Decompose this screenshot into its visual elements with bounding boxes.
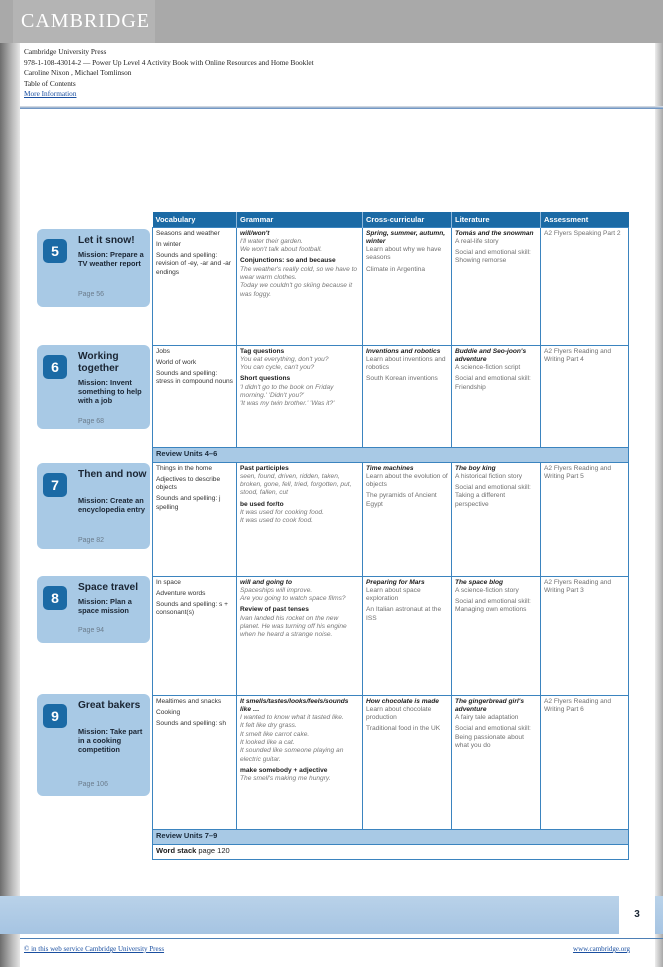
review-label: Review Units 4–6 [153,447,629,462]
unit-label-5 [37,229,150,307]
isbn-title: 978-1-108-43014-2 — Power Up Level 4 Activity Book with Online Resources and Home Booklet [24,57,314,67]
cross-curricular-cell: Inventions and robotics Learn about inventions and robotics South Korean inventions [363,345,452,447]
publisher-name: Cambridge University Press [24,47,107,56]
unit-page-link[interactable]: Page 56 [78,291,105,298]
assessment-cell: A2 Flyers Speaking Part 2 [541,227,629,345]
table-row-unit-5 [153,227,629,345]
unit-page-link[interactable]: Page 68 [78,418,105,425]
literature-cell: Buddie and Seo-joon's adventure A science-fiction script Social and emotional skill: Friendship [452,345,541,447]
column-header: Assessment [541,212,629,227]
unit-page-link[interactable]: Page 106 [78,781,108,788]
column-header: Vocabulary [153,212,237,227]
website-link[interactable]: www.cambridge.org [573,945,630,953]
table-row-unit-9 [153,695,629,829]
table-row-unit-6 [153,345,629,447]
column-header: Literature [452,212,541,227]
unit-mission: Mission: Invent something to help with a job [78,378,142,405]
logo-text: CAMBRIDGE [21,10,151,32]
table-header-row [153,212,629,227]
assessment-cell: A2 Flyers Reading and Writing Part 4 [541,345,629,447]
assessment-cell: A2 Flyers Reading and Writing Part 3 [541,576,629,695]
column-header: Cross-curricular [363,212,452,227]
word-stack-page: page 120 [198,845,230,855]
page-gutter-right [655,0,663,967]
footer-divider [20,938,663,939]
grammar-cell: will and going to Spaceships will improve. Are you going to watch space films? Review of past tenses Ivan landed his rocket on the new planet. He was turning off his engine when he heard a strange noise. [237,576,363,695]
footer-band [0,896,663,934]
unit-title: Great bakers [78,700,141,711]
table-row-unit-7 [153,462,629,576]
assessment-cell: A2 Flyers Reading and Writing Part 6 [541,695,629,829]
more-information-link[interactable]: More Information [24,89,77,98]
unit-number-badge: 7 [43,473,67,497]
vocabulary-cell: Jobs World of work Sounds and spelling: stress in compound nouns [153,345,237,447]
literature-cell: The space blog A science-fiction story Social and emotional skill: Managing own emotions [452,576,541,695]
literature-cell: The boy king A historical fiction story Social and emotional skill: Taking a different perspective [452,462,541,576]
cross-curricular-cell: Preparing for Mars Learn about space exploration An Italian astronaut at the ISS [363,576,452,695]
unit-title: Space travel [78,582,139,593]
literature-cell: Tomás and the snowman A real-life story Social and emotional skill: Showing remorse [452,227,541,345]
word-stack-cell [153,844,629,859]
cross-curricular-cell: How chocolate is made Learn about chocolate production Traditional food in the UK [363,695,452,829]
unit-number-badge: 9 [43,704,67,728]
word-stack-row [153,844,629,859]
unit-label-8 [37,576,150,643]
unit-label-7 [37,463,150,549]
review-label: Review Units 7–9 [153,829,629,844]
vocabulary-cell: Mealtimes and snacks Cooking Sounds and spelling: sh [153,695,237,829]
copyright-link[interactable]: © in this web service Cambridge University Press [24,945,165,953]
literature-cell: The gingerbread girl's adventure A fairy tale adaptation Social and emotional skill: Being passionate about what you do [452,695,541,829]
unit-label-9 [37,694,150,796]
grammar-cell: Past participles seen, found, driven, ridden, taken, broken, gone, fell, tried, forgotten, put, stood, fallen, cut be used for/to It was used for cooking food. It was used to cook food. [237,462,363,576]
grammar-cell: will/won't I'll water their garden. We won't talk about football. Conjunctions: so and because The weather's really cold, so we have to wear warm clothes. Today we couldn't go skiing because it was foggy. [237,227,363,345]
unit-mission: Mission: Create an encyclopedia entry [78,496,145,514]
vocabulary-cell: Seasons and weather In winter Sounds and spelling: revision of -ey, -ar and -ar endings [153,227,237,345]
unit-mission: Mission: Prepare a TV weather report [78,250,144,268]
unit-title: Working together [78,351,119,374]
page-gutter-left [0,0,20,967]
unit-number-badge: 8 [43,586,67,610]
unit-number-badge: 5 [43,239,67,263]
unit-mission: Mission: Take part in a cooking competition [78,727,143,754]
section-title: Table of Contents [24,78,76,88]
vocabulary-cell: In space Adventure words Sounds and spelling: s + consonant(s) [153,576,237,695]
grammar-cell: Tag questions You eat everything, don't you? You can cycle, can't you? Short questions 'I didn't go to the book on Friday morning.' 'Didn't you?' 'It was my twin brother.' 'Was it?' [237,345,363,447]
cross-curricular-cell: Spring, summer, autumn, winter Learn about why we have seasons Climate in Argentina [363,227,452,345]
page-number: 3 [619,896,655,934]
assessment-cell: A2 Flyers Reading and Writing Part 5 [541,462,629,576]
unit-title: Let it snow! [78,235,135,246]
cross-curricular-cell: Time machines Learn about the evolution of objects The pyramids of Ancient Egypt [363,462,452,576]
unit-page-link[interactable]: Page 82 [78,537,105,544]
grammar-cell: It smells/tastes/looks/feels/sounds like … I wanted to know what it tasted like. It felt like dry grass. It smelt like carrot cake. It looked like a cat. It sounded like someone playing an electric guitar. make somebody + adjective The smell's making me hungry. [237,695,363,829]
review-row-7-9 [153,829,629,844]
unit-label-6 [37,345,150,429]
word-stack-label: Word stack [156,845,197,855]
column-header: Grammar [237,212,363,227]
unit-title: Then and now [78,469,147,480]
unit-number-badge: 6 [43,355,67,379]
table-row-unit-8 [153,576,629,695]
contents-table [152,212,629,860]
publisher-logo [13,0,155,43]
header-divider [20,106,663,109]
review-row-4-6 [153,447,629,462]
unit-mission: Mission: Plan a space mission [78,597,132,615]
vocabulary-cell: Things in the home Adjectives to describe objects Sounds and spelling: j spelling [153,462,237,576]
book-metadata [24,47,314,100]
unit-page-link[interactable]: Page 94 [78,627,105,634]
authors: Caroline Nixon , Michael Tomlinson [24,68,132,77]
